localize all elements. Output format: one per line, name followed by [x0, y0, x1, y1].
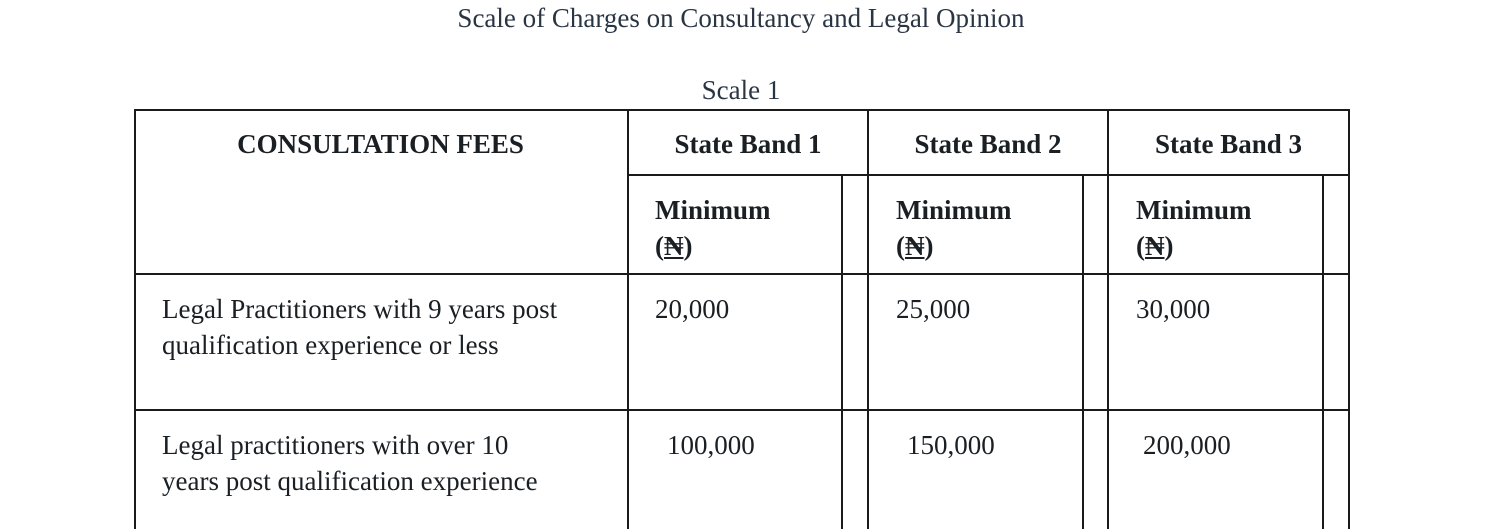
- currency-open: (: [655, 231, 664, 261]
- subheader-bottom-line: [134, 273, 1350, 275]
- subcolumn-line-3: [1322, 175, 1324, 529]
- column-divider-3: [1107, 109, 1109, 529]
- row-2-band-2-value: 150,000: [907, 430, 995, 460]
- column-divider-2: [867, 109, 869, 529]
- row-2-label-line-2: years post qualification experience: [162, 466, 538, 496]
- minimum-text: Minimum: [655, 195, 771, 225]
- row-1-band-3-value: 30,000: [1136, 294, 1211, 324]
- currency-open: (: [1136, 231, 1145, 261]
- row-1-label: [162, 291, 557, 363]
- table-left-border: [134, 109, 136, 529]
- table-right-border: [1348, 109, 1350, 529]
- subcolumn-line-2: [1082, 175, 1084, 529]
- document-title: Scale of Charges on Consultancy and Legal Opinion: [457, 3, 1025, 33]
- minimum-text: Minimum: [1136, 195, 1252, 225]
- band-3-minimum-label: [1136, 192, 1252, 264]
- scale-label: Scale 1: [701, 75, 781, 105]
- header-divider-line: [627, 174, 1350, 176]
- naira-symbol: ₦: [1145, 231, 1165, 261]
- row-2-label-line-1: Legal practitioners with over 10: [162, 430, 509, 460]
- state-band-2-header: State Band 2: [914, 129, 1062, 159]
- row-2-band-3-value: 200,000: [1143, 430, 1231, 460]
- row-1-label-line-2: qualification experience or less: [162, 330, 499, 360]
- table-top-border: [134, 109, 1350, 111]
- naira-symbol: ₦: [905, 231, 925, 261]
- state-band-1-header: State Band 1: [674, 129, 822, 159]
- minimum-text: Minimum: [896, 195, 1012, 225]
- band-1-minimum-label: [655, 192, 771, 264]
- naira-symbol: ₦: [664, 231, 684, 261]
- row-1-band-1-value: 20,000: [655, 294, 730, 324]
- currency-close: ): [683, 231, 693, 261]
- consultation-fees-header: CONSULTATION FEES: [237, 129, 524, 159]
- band-2-minimum-label: [896, 192, 1012, 264]
- currency-close: ): [924, 231, 934, 261]
- currency-label: [1136, 228, 1252, 264]
- currency-label: [896, 228, 1012, 264]
- currency-label: [655, 228, 771, 264]
- currency-open: (: [896, 231, 905, 261]
- row-2-label: [162, 427, 538, 499]
- consultation-fees-table: [134, 109, 1350, 529]
- currency-close: ): [1164, 231, 1174, 261]
- column-divider-1: [627, 109, 629, 529]
- row-2-band-1-value: 100,000: [667, 430, 755, 460]
- subcolumn-line-1: [841, 175, 843, 529]
- row-divider-line: [134, 409, 1350, 411]
- state-band-3-header: State Band 3: [1154, 129, 1303, 159]
- row-1-band-2-value: 25,000: [896, 294, 971, 324]
- row-1-label-line-1: Legal Practitioners with 9 years post: [162, 294, 558, 324]
